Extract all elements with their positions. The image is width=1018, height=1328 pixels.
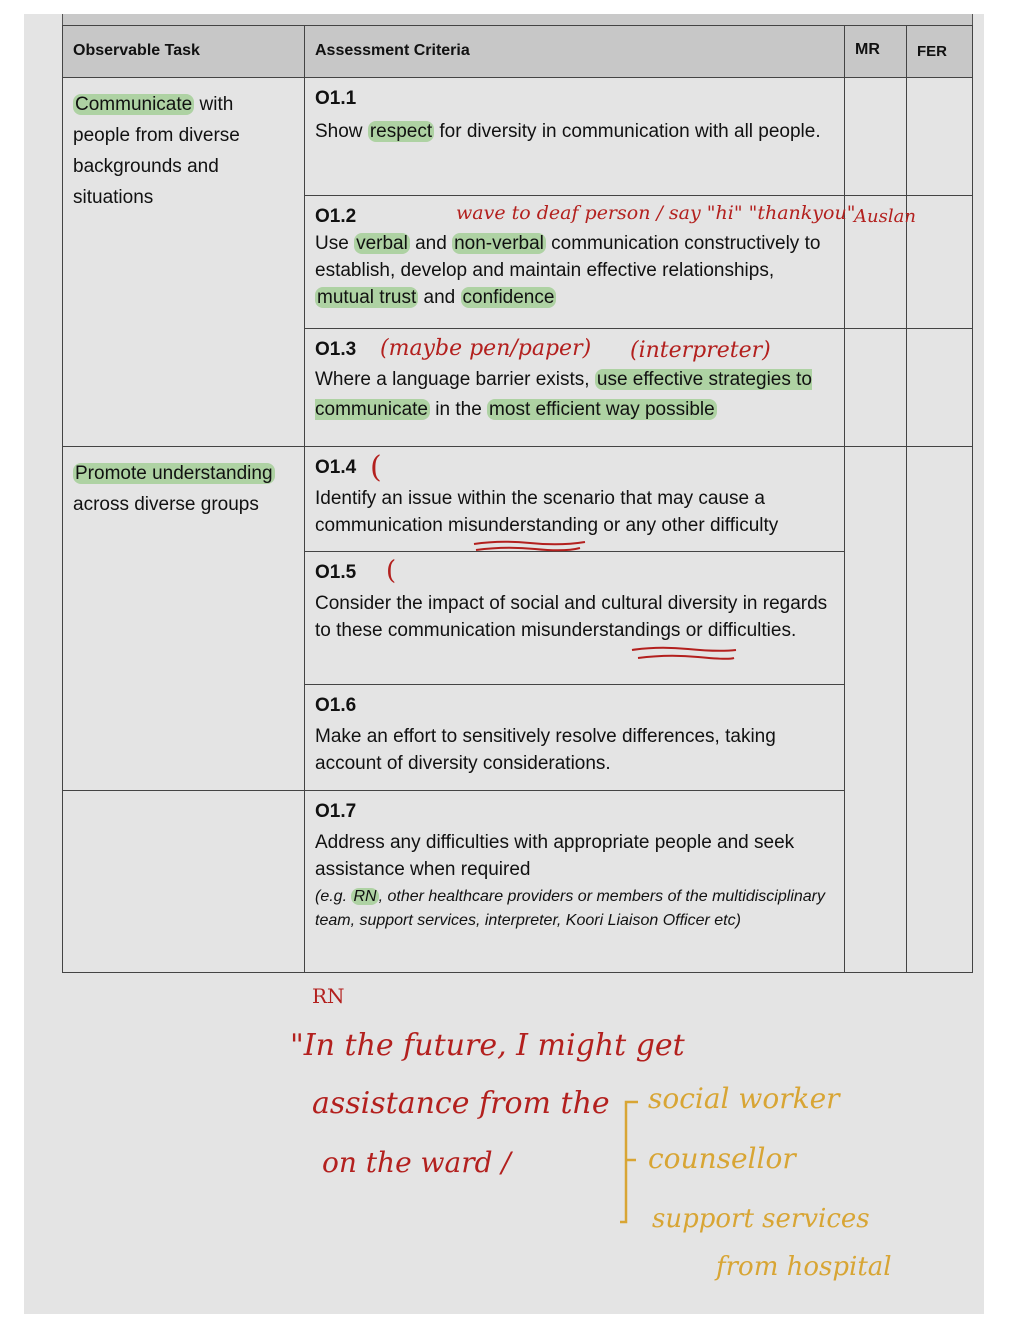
- note-pen-paper: (maybe pen/paper): [380, 336, 592, 361]
- underline-misunderstanding-2: [628, 644, 740, 664]
- mr-cell-o1-1[interactable]: [844, 77, 907, 196]
- criteria-o1-1: O1.1 Show respect for diversity in communication with all people.: [304, 77, 845, 196]
- mr-cell-group-2[interactable]: [844, 446, 907, 973]
- note-line-1: "In the future, I might get: [290, 1028, 685, 1063]
- note-o1-2-greeting: wave to deaf person / say "hi" "thankyou": [456, 202, 856, 224]
- header-mr: MR: [844, 25, 907, 78]
- fer-cell-group-2[interactable]: [906, 446, 973, 973]
- mr-cell-o1-3[interactable]: [844, 328, 907, 447]
- fer-cell-o1-2[interactable]: [906, 195, 973, 329]
- fer-cell-o1-3[interactable]: [906, 328, 973, 447]
- task-cell-promote: Promote understanding across diverse groups: [62, 446, 305, 791]
- task-highlight: Promote understanding: [75, 463, 273, 484]
- header-fer: FER: [906, 25, 973, 78]
- option-counsellor: counsellor: [648, 1142, 796, 1175]
- criteria-o1-4: O1.4 Identify an issue within the scenario that may cause a communication misunderstanding or any other difficulty: [304, 446, 845, 552]
- option-from-hospital: from hospital: [716, 1252, 892, 1282]
- note-bracket-o1-5: (: [386, 556, 397, 586]
- header-assessment-criteria: Assessment Criteria: [304, 25, 845, 78]
- table-top-strip: [62, 14, 973, 25]
- note-auslan: Auslan: [854, 206, 916, 227]
- task-cell-empty: [62, 790, 305, 973]
- note-interpreter: (interpreter): [630, 338, 771, 363]
- fer-cell-o1-1[interactable]: [906, 77, 973, 196]
- criteria-o1-7: O1.7 Address any difficulties with appropriate people and seek assistance when required (e.g. RN , other healthcare providers or members of the multidisciplinary team, support services, interpreter, Koori Liaison Officer etc): [304, 790, 845, 973]
- option-support-services: support services: [652, 1204, 870, 1234]
- task-cell-communicate: Communicate with people from diverse backgrounds and situations: [62, 77, 305, 447]
- criteria-o1-3: O1.3 Where a language barrier exists, use effective strategies to communicate in the most efficient way possible: [304, 328, 845, 447]
- criteria-o1-2: O1.2 Use verbal and non-verbal communication constructively to establish, develop and maintain effective relationships, mutual trust and confidence: [304, 195, 845, 329]
- task-highlight: Communicate: [75, 94, 193, 115]
- header-observable-task: Observable Task: [62, 25, 305, 78]
- note-line-2: assistance from the: [312, 1086, 610, 1121]
- option-social-worker: social worker: [648, 1082, 840, 1115]
- note-bracket-o1-4: (: [370, 450, 382, 485]
- note-line-3: on the ward /: [322, 1146, 511, 1179]
- criteria-o1-6: O1.6 Make an effort to sensitively resolve differences, taking account of diversity considerations.: [304, 684, 845, 791]
- options-bracket: [616, 1098, 646, 1228]
- underline-misunderstanding-1: [470, 538, 590, 554]
- note-rn: RN: [312, 984, 345, 1008]
- criteria-o1-5: O1.5 Consider the impact of social and cultural diversity in regards to these communication misunderstandings or difficulties.: [304, 551, 845, 685]
